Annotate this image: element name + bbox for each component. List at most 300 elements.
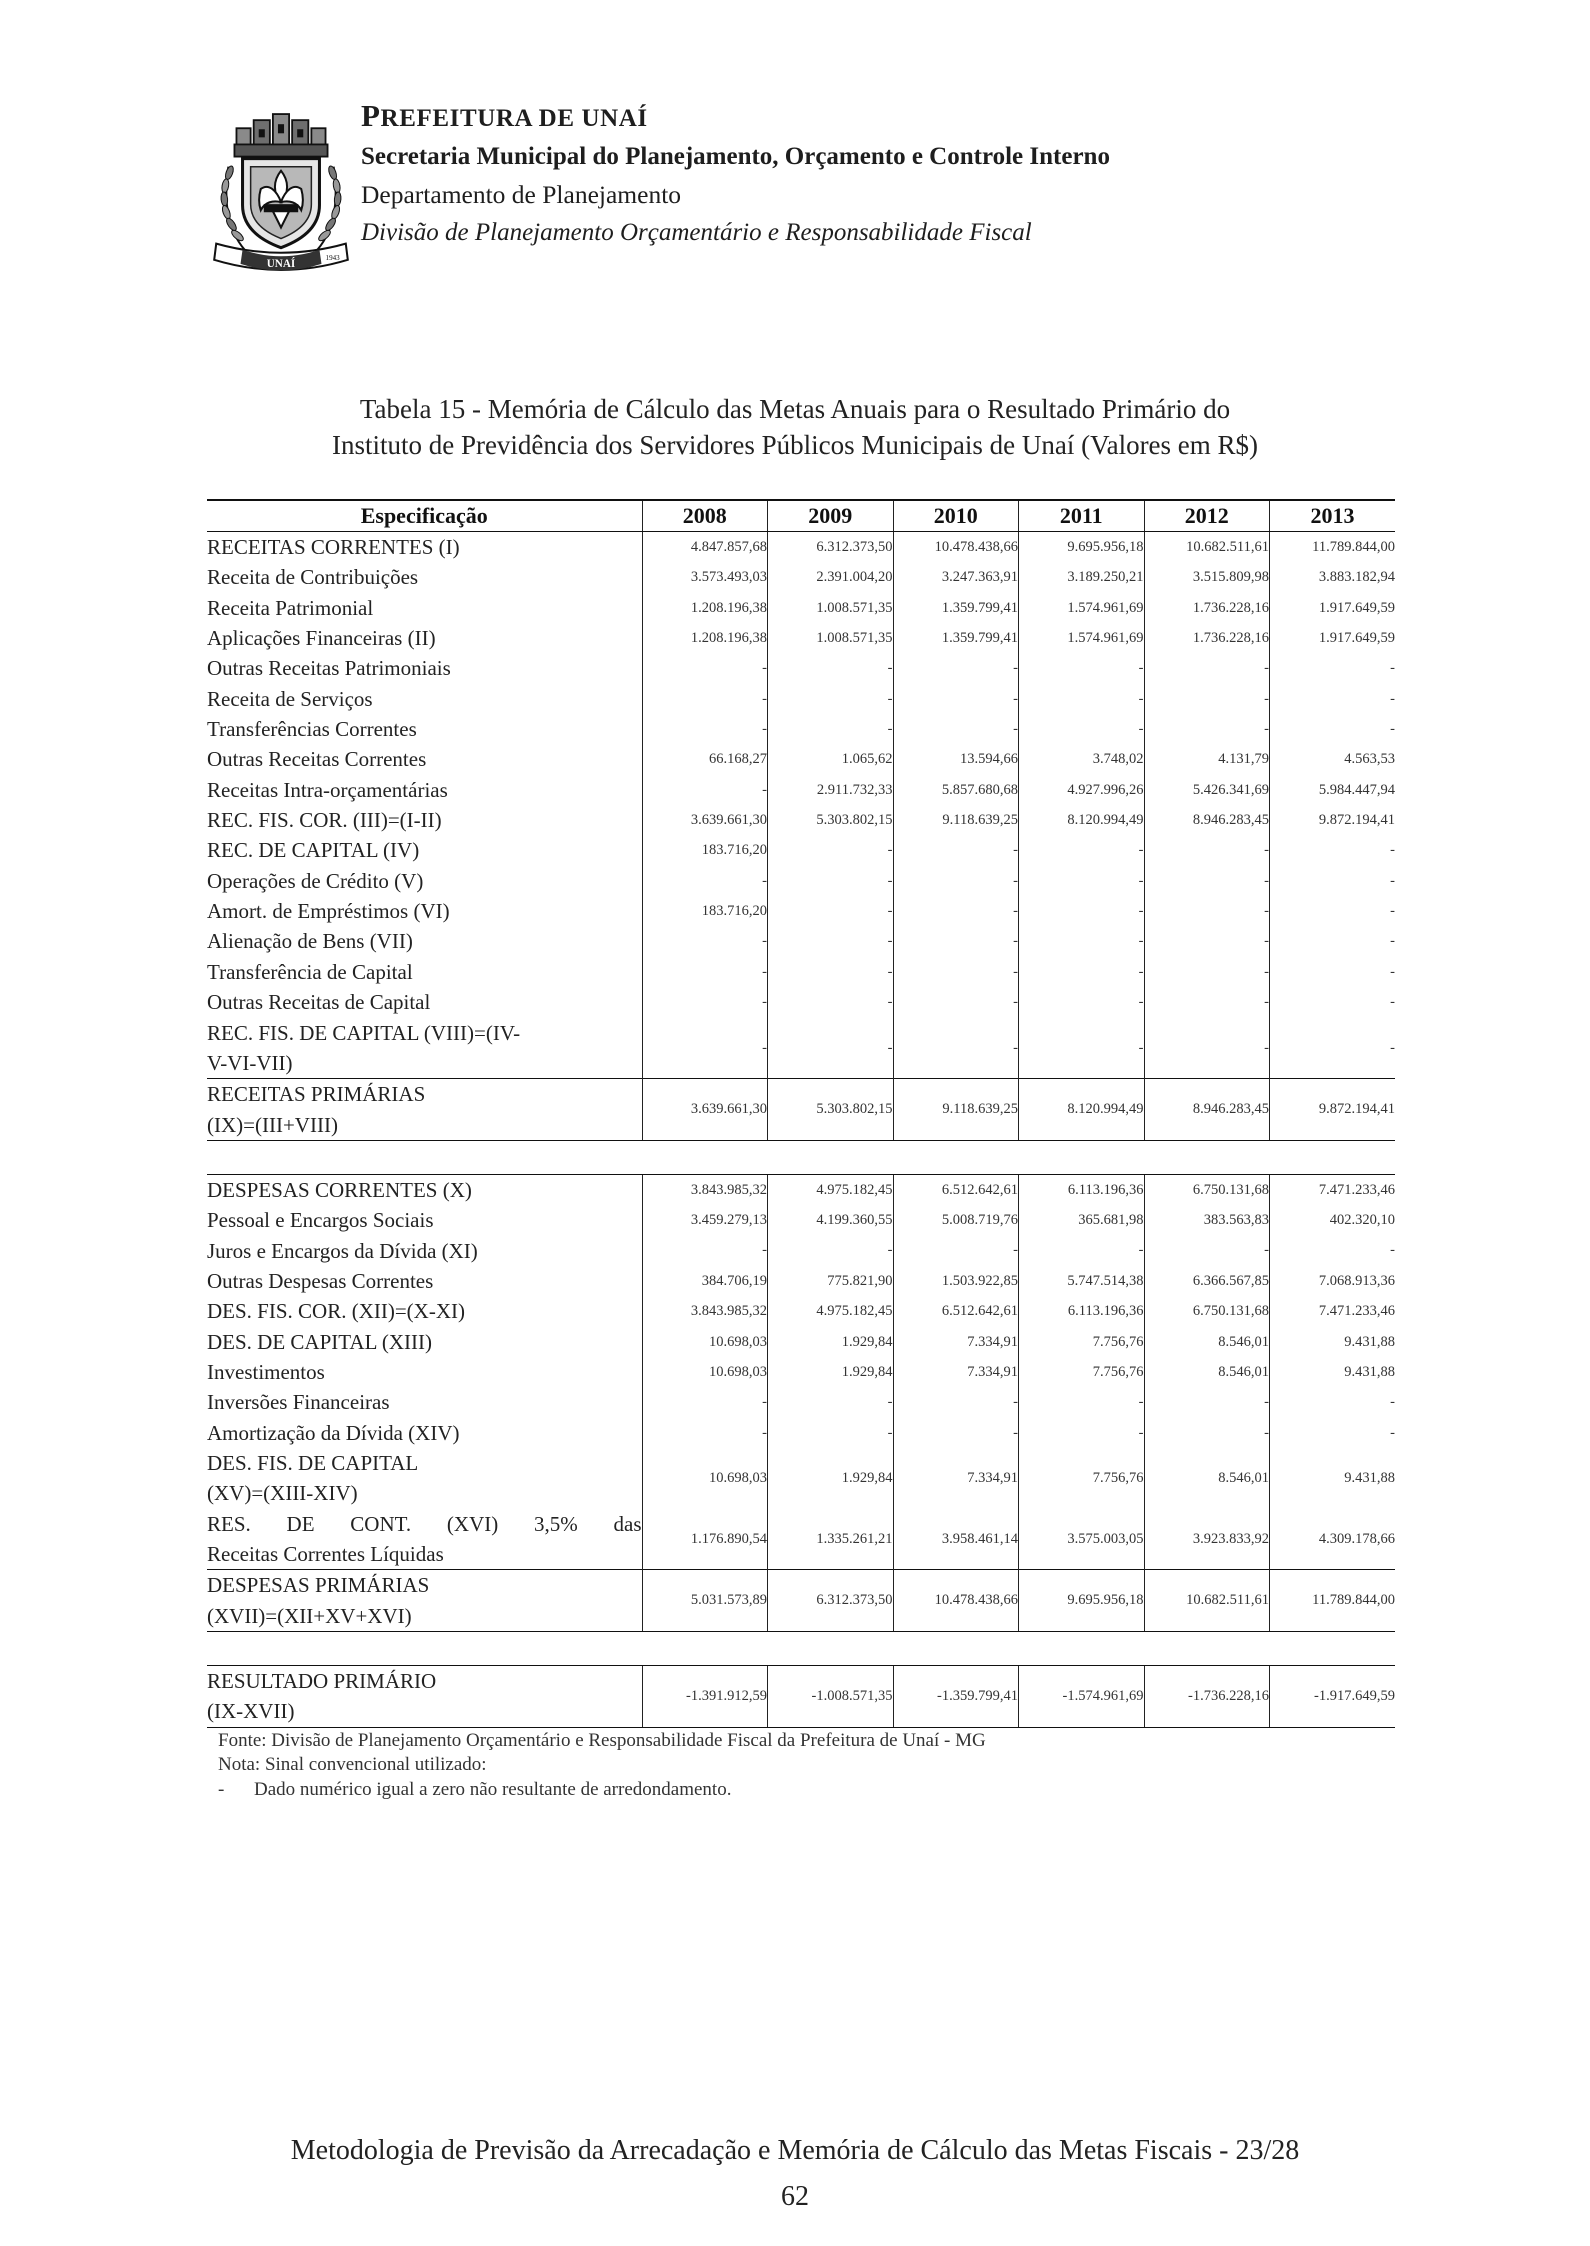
value-2010: 9.118.639,25 xyxy=(893,805,1019,835)
value-2008: 3.459.279,13 xyxy=(642,1205,768,1235)
table-row xyxy=(207,1236,1395,1266)
value-2011: 7.756,76 xyxy=(1019,1448,1145,1509)
value-2010: 7.334,91 xyxy=(893,1357,1019,1387)
row-label-line: (XV)=(XIII-XIV) xyxy=(207,1481,358,1506)
value-2009: 1.008.571,35 xyxy=(768,593,894,623)
value-2013: - xyxy=(1270,866,1396,896)
secretariat-name: Secretaria Municipal do Planejamento, Orçamento e Controle Interno xyxy=(361,143,1110,170)
value-2010: - xyxy=(893,653,1019,683)
table-row xyxy=(207,684,1395,714)
value-2009: 6.312.373,50 xyxy=(768,1570,894,1632)
row-label xyxy=(207,653,642,683)
value-2013: 11.789.844,00 xyxy=(1270,1570,1396,1632)
value-2012: 3.923.833,92 xyxy=(1144,1509,1270,1570)
value-2012: 10.682.511,61 xyxy=(1144,532,1270,563)
value-2012: 8.946.283,45 xyxy=(1144,805,1270,835)
value-2010: 1.503.922,85 xyxy=(893,1266,1019,1296)
column-header-2009: 2009 xyxy=(768,500,894,532)
row-label-line: DESPESAS PRIMÁRIAS xyxy=(207,1573,430,1598)
row-label-line: Alienação de Bens (VII) xyxy=(207,929,413,954)
table-row xyxy=(207,926,1395,956)
row-label-line: Inversões Financeiras xyxy=(207,1390,390,1415)
value-2013: - xyxy=(1270,653,1396,683)
value-2011: 9.695.956,18 xyxy=(1019,532,1145,563)
table-row xyxy=(207,653,1395,683)
value-2013: - xyxy=(1270,896,1396,926)
value-2012: 4.131,79 xyxy=(1144,744,1270,774)
value-2008: - xyxy=(642,1236,768,1266)
row-label-line: Pessoal e Encargos Sociais xyxy=(207,1208,434,1233)
value-2012: 6.366.567,85 xyxy=(1144,1266,1270,1296)
value-2009: - xyxy=(768,1418,894,1448)
row-label xyxy=(207,1266,642,1296)
value-2011: 9.695.956,18 xyxy=(1019,1570,1145,1632)
table-row xyxy=(207,744,1395,774)
value-2010: - xyxy=(893,1418,1019,1448)
value-2011: - xyxy=(1019,714,1145,744)
row-label xyxy=(207,1174,642,1205)
value-2011: 8.120.994,49 xyxy=(1019,1079,1145,1141)
value-2012: - xyxy=(1144,1387,1270,1417)
row-label-line: Transferência de Capital xyxy=(207,959,413,984)
value-2008: - xyxy=(642,1387,768,1417)
table-title-line: Instituto de Previdência dos Servidores Públicos Municipais de Unaí (Valores em R$) xyxy=(331,430,1259,460)
institution-name: PREFEITURA DE UNAÍ xyxy=(361,98,648,133)
value-2008: 10.698,03 xyxy=(642,1327,768,1357)
value-2013: - xyxy=(1270,1018,1396,1079)
value-2012: - xyxy=(1144,835,1270,865)
row-label xyxy=(207,1205,642,1235)
row-label-line: DES. DE CAPITAL (XIII) xyxy=(207,1329,433,1354)
value-2009: 5.303.802,15 xyxy=(768,1079,894,1141)
value-2008: 3.639.661,30 xyxy=(642,805,768,835)
row-label-line: DES. FIS. DE CAPITAL xyxy=(207,1450,419,1475)
value-2009: 4.199.360,55 xyxy=(768,1205,894,1235)
mural-crown-icon xyxy=(234,114,327,157)
row-label-line: Amortização da Dívida (XIV) xyxy=(207,1420,460,1445)
value-2010: 10.478.438,66 xyxy=(893,532,1019,563)
row-label-line: Amort. de Empréstimos (VI) xyxy=(207,899,450,924)
value-2008: 66.168,27 xyxy=(642,744,768,774)
value-2010: - xyxy=(893,684,1019,714)
row-label xyxy=(207,987,642,1017)
logo-ribbon-text: UNAÍ xyxy=(266,257,296,270)
value-2008: 1.208.196,38 xyxy=(642,623,768,653)
value-2013: 7.068.913,36 xyxy=(1270,1266,1396,1296)
value-2009: 2.911.732,33 xyxy=(768,775,894,805)
note-heading: Nota: Sinal convencional utilizado: xyxy=(218,1754,487,1776)
section-spacer xyxy=(207,1632,1395,1666)
value-2009: - xyxy=(768,1236,894,1266)
row-label-line: REC. DE CAPITAL (IV) xyxy=(207,838,420,863)
value-2008: 3.639.661,30 xyxy=(642,1079,768,1141)
page-footer xyxy=(0,2128,1590,2220)
value-2009: - xyxy=(768,957,894,987)
value-2008: 10.698,03 xyxy=(642,1448,768,1509)
table-row xyxy=(207,835,1395,865)
value-2013: - xyxy=(1270,1418,1396,1448)
value-2009: 4.975.182,45 xyxy=(768,1296,894,1326)
row-label xyxy=(207,623,642,653)
value-2008: - xyxy=(642,1018,768,1079)
total-row xyxy=(207,1666,1395,1728)
row-label-line: (IX)=(III+VIII) xyxy=(207,1112,338,1137)
value-2009: -1.008.571,35 xyxy=(768,1666,894,1728)
table-row xyxy=(207,1327,1395,1357)
row-label-line: RES. DE CONT. (XVI) 3,5% das xyxy=(207,1511,642,1536)
value-2010: - xyxy=(893,1236,1019,1266)
value-2010: -1.359.799,41 xyxy=(893,1666,1019,1728)
value-2010: 1.359.799,41 xyxy=(893,593,1019,623)
value-2013: 9.872.194,41 xyxy=(1270,1079,1396,1141)
value-2009: - xyxy=(768,684,894,714)
table-row xyxy=(207,714,1395,744)
value-2012: 1.736.228,16 xyxy=(1144,623,1270,653)
row-label-line: REC. FIS. COR. (III)=(I-II) xyxy=(207,808,442,833)
spacer-cell xyxy=(207,1632,1395,1666)
value-2012: 8.546,01 xyxy=(1144,1357,1270,1387)
value-2011: 7.756,76 xyxy=(1019,1327,1145,1357)
value-2008: - xyxy=(642,1418,768,1448)
row-label xyxy=(207,1387,642,1417)
value-2012: 10.682.511,61 xyxy=(1144,1570,1270,1632)
value-2013: 3.883.182,94 xyxy=(1270,562,1396,592)
division-name: Divisão de Planejamento Orçamentário e Responsabilidade Fiscal xyxy=(361,219,1032,246)
row-label xyxy=(207,744,642,774)
row-label xyxy=(207,1018,642,1079)
row-label-line: Outras Receitas Correntes xyxy=(207,747,427,772)
value-2013: - xyxy=(1270,714,1396,744)
value-2011: - xyxy=(1019,926,1145,956)
value-2013: 5.984.447,94 xyxy=(1270,775,1396,805)
value-2009: 1.065,62 xyxy=(768,744,894,774)
row-label xyxy=(207,896,642,926)
value-2011: - xyxy=(1019,866,1145,896)
row-label xyxy=(207,866,642,896)
value-2009: 1.929,84 xyxy=(768,1357,894,1387)
row-label-line: Receita de Serviços xyxy=(207,686,373,711)
legend-text: Dado numérico igual a zero não resultante de arredondamento. xyxy=(254,1778,732,1800)
table-row xyxy=(207,1296,1395,1326)
row-label xyxy=(207,957,642,987)
value-2009: - xyxy=(768,835,894,865)
value-2013: 7.471.233,46 xyxy=(1270,1296,1396,1326)
value-2011: 1.574.961,69 xyxy=(1019,593,1145,623)
value-2008: 3.843.985,32 xyxy=(642,1296,768,1326)
value-2013: 4.563,53 xyxy=(1270,744,1396,774)
row-label-line: Aplicações Financeiras (II) xyxy=(207,626,436,651)
table-title xyxy=(0,391,1590,463)
value-2011: 1.574.961,69 xyxy=(1019,623,1145,653)
value-2013: 1.917.649,59 xyxy=(1270,623,1396,653)
value-2010: 13.594,66 xyxy=(893,744,1019,774)
value-2012: - xyxy=(1144,957,1270,987)
row-label xyxy=(207,1327,642,1357)
value-2008: -1.391.912,59 xyxy=(642,1666,768,1728)
value-2009: - xyxy=(768,714,894,744)
table-row xyxy=(207,805,1395,835)
table-row xyxy=(207,1018,1395,1079)
logo-year-text: 1943 xyxy=(325,253,340,262)
value-2010: - xyxy=(893,714,1019,744)
value-2009: - xyxy=(768,866,894,896)
value-2008: - xyxy=(642,926,768,956)
value-2008: - xyxy=(642,987,768,1017)
row-label-line: V-VI-VII) xyxy=(207,1050,293,1075)
value-2012: - xyxy=(1144,1418,1270,1448)
row-label xyxy=(207,562,642,592)
value-2008: - xyxy=(642,653,768,683)
value-2010: - xyxy=(893,835,1019,865)
footer-text: Metodologia de Previsão da Arrecadação e Memória de Cálculo das Metas Fiscais - 23/28 xyxy=(290,2135,1300,2166)
row-label xyxy=(207,1666,642,1728)
row-label-line: Operações de Crédito (V) xyxy=(207,868,424,893)
value-2010: 9.118.639,25 xyxy=(893,1079,1019,1141)
value-2012: 8.946.283,45 xyxy=(1144,1079,1270,1141)
value-2013: 1.917.649,59 xyxy=(1270,593,1396,623)
value-2013: 402.320,10 xyxy=(1270,1205,1396,1235)
value-2011: - xyxy=(1019,1236,1145,1266)
table-row xyxy=(207,593,1395,623)
row-label xyxy=(207,714,642,744)
table-title-line: Tabela 15 - Memória de Cálculo das Metas Anuais para o Resultado Primário do xyxy=(359,394,1231,424)
row-label xyxy=(207,684,642,714)
table-row xyxy=(207,957,1395,987)
value-2013: - xyxy=(1270,684,1396,714)
row-label xyxy=(207,835,642,865)
table-header-row xyxy=(207,500,1395,532)
value-2008: 5.031.573,89 xyxy=(642,1570,768,1632)
value-2012: 6.750.131,68 xyxy=(1144,1296,1270,1326)
value-2009: - xyxy=(768,653,894,683)
column-header-2011: 2011 xyxy=(1019,500,1145,532)
value-2010: 3.958.461,14 xyxy=(893,1509,1019,1570)
row-label-line: Receita Patrimonial xyxy=(207,595,374,620)
table-row xyxy=(207,1448,1395,1509)
value-2010: - xyxy=(893,1387,1019,1417)
value-2013: - xyxy=(1270,926,1396,956)
row-label xyxy=(207,926,642,956)
fiscal-targets-table xyxy=(207,499,1395,1728)
column-header-2010: 2010 xyxy=(893,500,1019,532)
value-2010: 1.359.799,41 xyxy=(893,623,1019,653)
value-2010: 6.512.642,61 xyxy=(893,1174,1019,1205)
value-2013: 9.872.194,41 xyxy=(1270,805,1396,835)
value-2009: - xyxy=(768,1018,894,1079)
column-header-2008: 2008 xyxy=(642,500,768,532)
value-2012: 1.736.228,16 xyxy=(1144,593,1270,623)
value-2011: 7.756,76 xyxy=(1019,1357,1145,1387)
row-label-line: Transferências Correntes xyxy=(207,717,417,742)
value-2010: - xyxy=(893,1018,1019,1079)
symbol-legend xyxy=(218,1778,1395,1803)
table-row xyxy=(207,1418,1395,1448)
row-label xyxy=(207,775,642,805)
row-label xyxy=(207,1448,642,1509)
row-label-line: REC. FIS. DE CAPITAL (VIII)=(IV- xyxy=(207,1020,521,1045)
value-2009: - xyxy=(768,1387,894,1417)
value-2013: -1.917.649,59 xyxy=(1270,1666,1396,1728)
value-2011: 8.120.994,49 xyxy=(1019,805,1145,835)
value-2011: 4.927.996,26 xyxy=(1019,775,1145,805)
value-2011: 5.747.514,38 xyxy=(1019,1266,1145,1296)
value-2012: - xyxy=(1144,653,1270,683)
value-2009: 5.303.802,15 xyxy=(768,805,894,835)
row-label-line: DES. FIS. COR. (XII)=(X-XI) xyxy=(207,1299,465,1324)
value-2009: 775.821,90 xyxy=(768,1266,894,1296)
value-2012: - xyxy=(1144,714,1270,744)
value-2012: 383.563,83 xyxy=(1144,1205,1270,1235)
row-label xyxy=(207,1296,642,1326)
value-2009: 1.929,84 xyxy=(768,1327,894,1357)
value-2013: 9.431,88 xyxy=(1270,1357,1396,1387)
row-label xyxy=(207,1236,642,1266)
row-label xyxy=(207,532,642,563)
value-2008: 4.847.857,68 xyxy=(642,532,768,563)
value-2013: 9.431,88 xyxy=(1270,1448,1396,1509)
table-row xyxy=(207,896,1395,926)
table-notes xyxy=(207,1729,1395,1803)
value-2008: 183.716,20 xyxy=(642,835,768,865)
value-2011: -1.574.961,69 xyxy=(1019,1666,1145,1728)
source-note: Fonte: Divisão de Planejamento Orçamentário e Responsabilidade Fiscal da Prefeitura de Unaí - MG xyxy=(218,1729,986,1751)
total-row xyxy=(207,1570,1395,1632)
table-container xyxy=(207,499,1395,1802)
legend-symbol: - xyxy=(218,1778,225,1800)
value-2010: 7.334,91 xyxy=(893,1448,1019,1509)
row-label-line: DESPESAS CORRENTES (X) xyxy=(207,1177,472,1202)
value-2008: 384.706,19 xyxy=(642,1266,768,1296)
row-label xyxy=(207,1079,642,1141)
row-label xyxy=(207,1570,642,1632)
value-2010: 6.512.642,61 xyxy=(893,1296,1019,1326)
value-2010: - xyxy=(893,866,1019,896)
table-row xyxy=(207,1509,1395,1570)
value-2012: 8.546,01 xyxy=(1144,1327,1270,1357)
value-2012: - xyxy=(1144,684,1270,714)
value-2011: - xyxy=(1019,957,1145,987)
value-2012: - xyxy=(1144,866,1270,896)
value-2008: 1.176.890,54 xyxy=(642,1509,768,1570)
value-2013: 11.789.844,00 xyxy=(1270,532,1396,563)
table-body xyxy=(207,532,1395,1728)
value-2013: - xyxy=(1270,957,1396,987)
value-2010: - xyxy=(893,987,1019,1017)
value-2012: 8.546,01 xyxy=(1144,1448,1270,1509)
total-row xyxy=(207,1079,1395,1141)
row-label xyxy=(207,1357,642,1387)
column-header-2012: 2012 xyxy=(1144,500,1270,532)
table-row xyxy=(207,1266,1395,1296)
page-number: 62 xyxy=(781,2181,809,2212)
value-2008: 183.716,20 xyxy=(642,896,768,926)
value-2011: - xyxy=(1019,1018,1145,1079)
table-row xyxy=(207,1205,1395,1235)
value-2008: 3.843.985,32 xyxy=(642,1174,768,1205)
value-2010: - xyxy=(893,926,1019,956)
value-2012: 6.750.131,68 xyxy=(1144,1174,1270,1205)
value-2013: - xyxy=(1270,1387,1396,1417)
value-2010: 10.478.438,66 xyxy=(893,1570,1019,1632)
value-2012: - xyxy=(1144,1236,1270,1266)
value-2010: - xyxy=(893,896,1019,926)
value-2011: 365.681,98 xyxy=(1019,1205,1145,1235)
value-2013: 7.471.233,46 xyxy=(1270,1174,1396,1205)
value-2011: - xyxy=(1019,835,1145,865)
row-label-line: Outras Receitas Patrimoniais xyxy=(207,656,451,681)
row-label-line: (XVII)=(XII+XV+XVI) xyxy=(207,1603,412,1628)
value-2008: 1.208.196,38 xyxy=(642,593,768,623)
value-2012: 3.515.809,98 xyxy=(1144,562,1270,592)
value-2010: 5.008.719,76 xyxy=(893,1205,1019,1235)
letterhead xyxy=(361,97,1110,252)
table-row xyxy=(207,866,1395,896)
column-header-spec: Especificação xyxy=(207,500,642,532)
value-2011: 6.113.196,36 xyxy=(1019,1174,1145,1205)
value-2013: 9.431,88 xyxy=(1270,1327,1396,1357)
value-2008: - xyxy=(642,775,768,805)
value-2008: - xyxy=(642,866,768,896)
value-2011: - xyxy=(1019,653,1145,683)
value-2011: 6.113.196,36 xyxy=(1019,1296,1145,1326)
row-label-line: Juros e Encargos da Dívida (XI) xyxy=(207,1238,478,1263)
row-label-line: Outras Receitas de Capital xyxy=(207,990,431,1015)
value-2010: - xyxy=(893,957,1019,987)
value-2010: 7.334,91 xyxy=(893,1327,1019,1357)
value-2008: - xyxy=(642,957,768,987)
value-2008: 3.573.493,03 xyxy=(642,562,768,592)
value-2008: 10.698,03 xyxy=(642,1357,768,1387)
value-2009: - xyxy=(768,896,894,926)
row-label xyxy=(207,1509,642,1570)
row-label-line: (IX-XVII) xyxy=(207,1699,295,1724)
table-row xyxy=(207,623,1395,653)
value-2011: 3.189.250,21 xyxy=(1019,562,1145,592)
table-row xyxy=(207,1174,1395,1205)
value-2009: 1.335.261,21 xyxy=(768,1509,894,1570)
table-row xyxy=(207,1387,1395,1417)
spacer-cell xyxy=(207,1140,1395,1174)
value-2010: 5.857.680,68 xyxy=(893,775,1019,805)
value-2011: - xyxy=(1019,1418,1145,1448)
row-label-line: RECEITAS PRIMÁRIAS xyxy=(207,1082,426,1107)
value-2009: 1.008.571,35 xyxy=(768,623,894,653)
table-row xyxy=(207,562,1395,592)
value-2012: -1.736.228,16 xyxy=(1144,1666,1270,1728)
value-2013: 4.309.178,66 xyxy=(1270,1509,1396,1570)
column-header-2013: 2013 xyxy=(1270,500,1396,532)
coat-of-arms-logo xyxy=(212,108,350,275)
value-2011: 3.575.003,05 xyxy=(1019,1509,1145,1570)
value-2009: - xyxy=(768,987,894,1017)
row-label-line: Receitas Correntes Líquidas xyxy=(207,1542,444,1566)
row-label xyxy=(207,593,642,623)
value-2009: 1.929,84 xyxy=(768,1448,894,1509)
row-label-line: Investimentos xyxy=(207,1359,325,1384)
value-2011: 3.748,02 xyxy=(1019,744,1145,774)
value-2009: 2.391.004,20 xyxy=(768,562,894,592)
value-2012: 5.426.341,69 xyxy=(1144,775,1270,805)
value-2013: - xyxy=(1270,1236,1396,1266)
value-2010: 3.247.363,91 xyxy=(893,562,1019,592)
value-2008: - xyxy=(642,714,768,744)
value-2011: - xyxy=(1019,1387,1145,1417)
value-2013: - xyxy=(1270,987,1396,1017)
value-2011: - xyxy=(1019,987,1145,1017)
value-2009: - xyxy=(768,926,894,956)
value-2013: - xyxy=(1270,835,1396,865)
value-2011: - xyxy=(1019,684,1145,714)
